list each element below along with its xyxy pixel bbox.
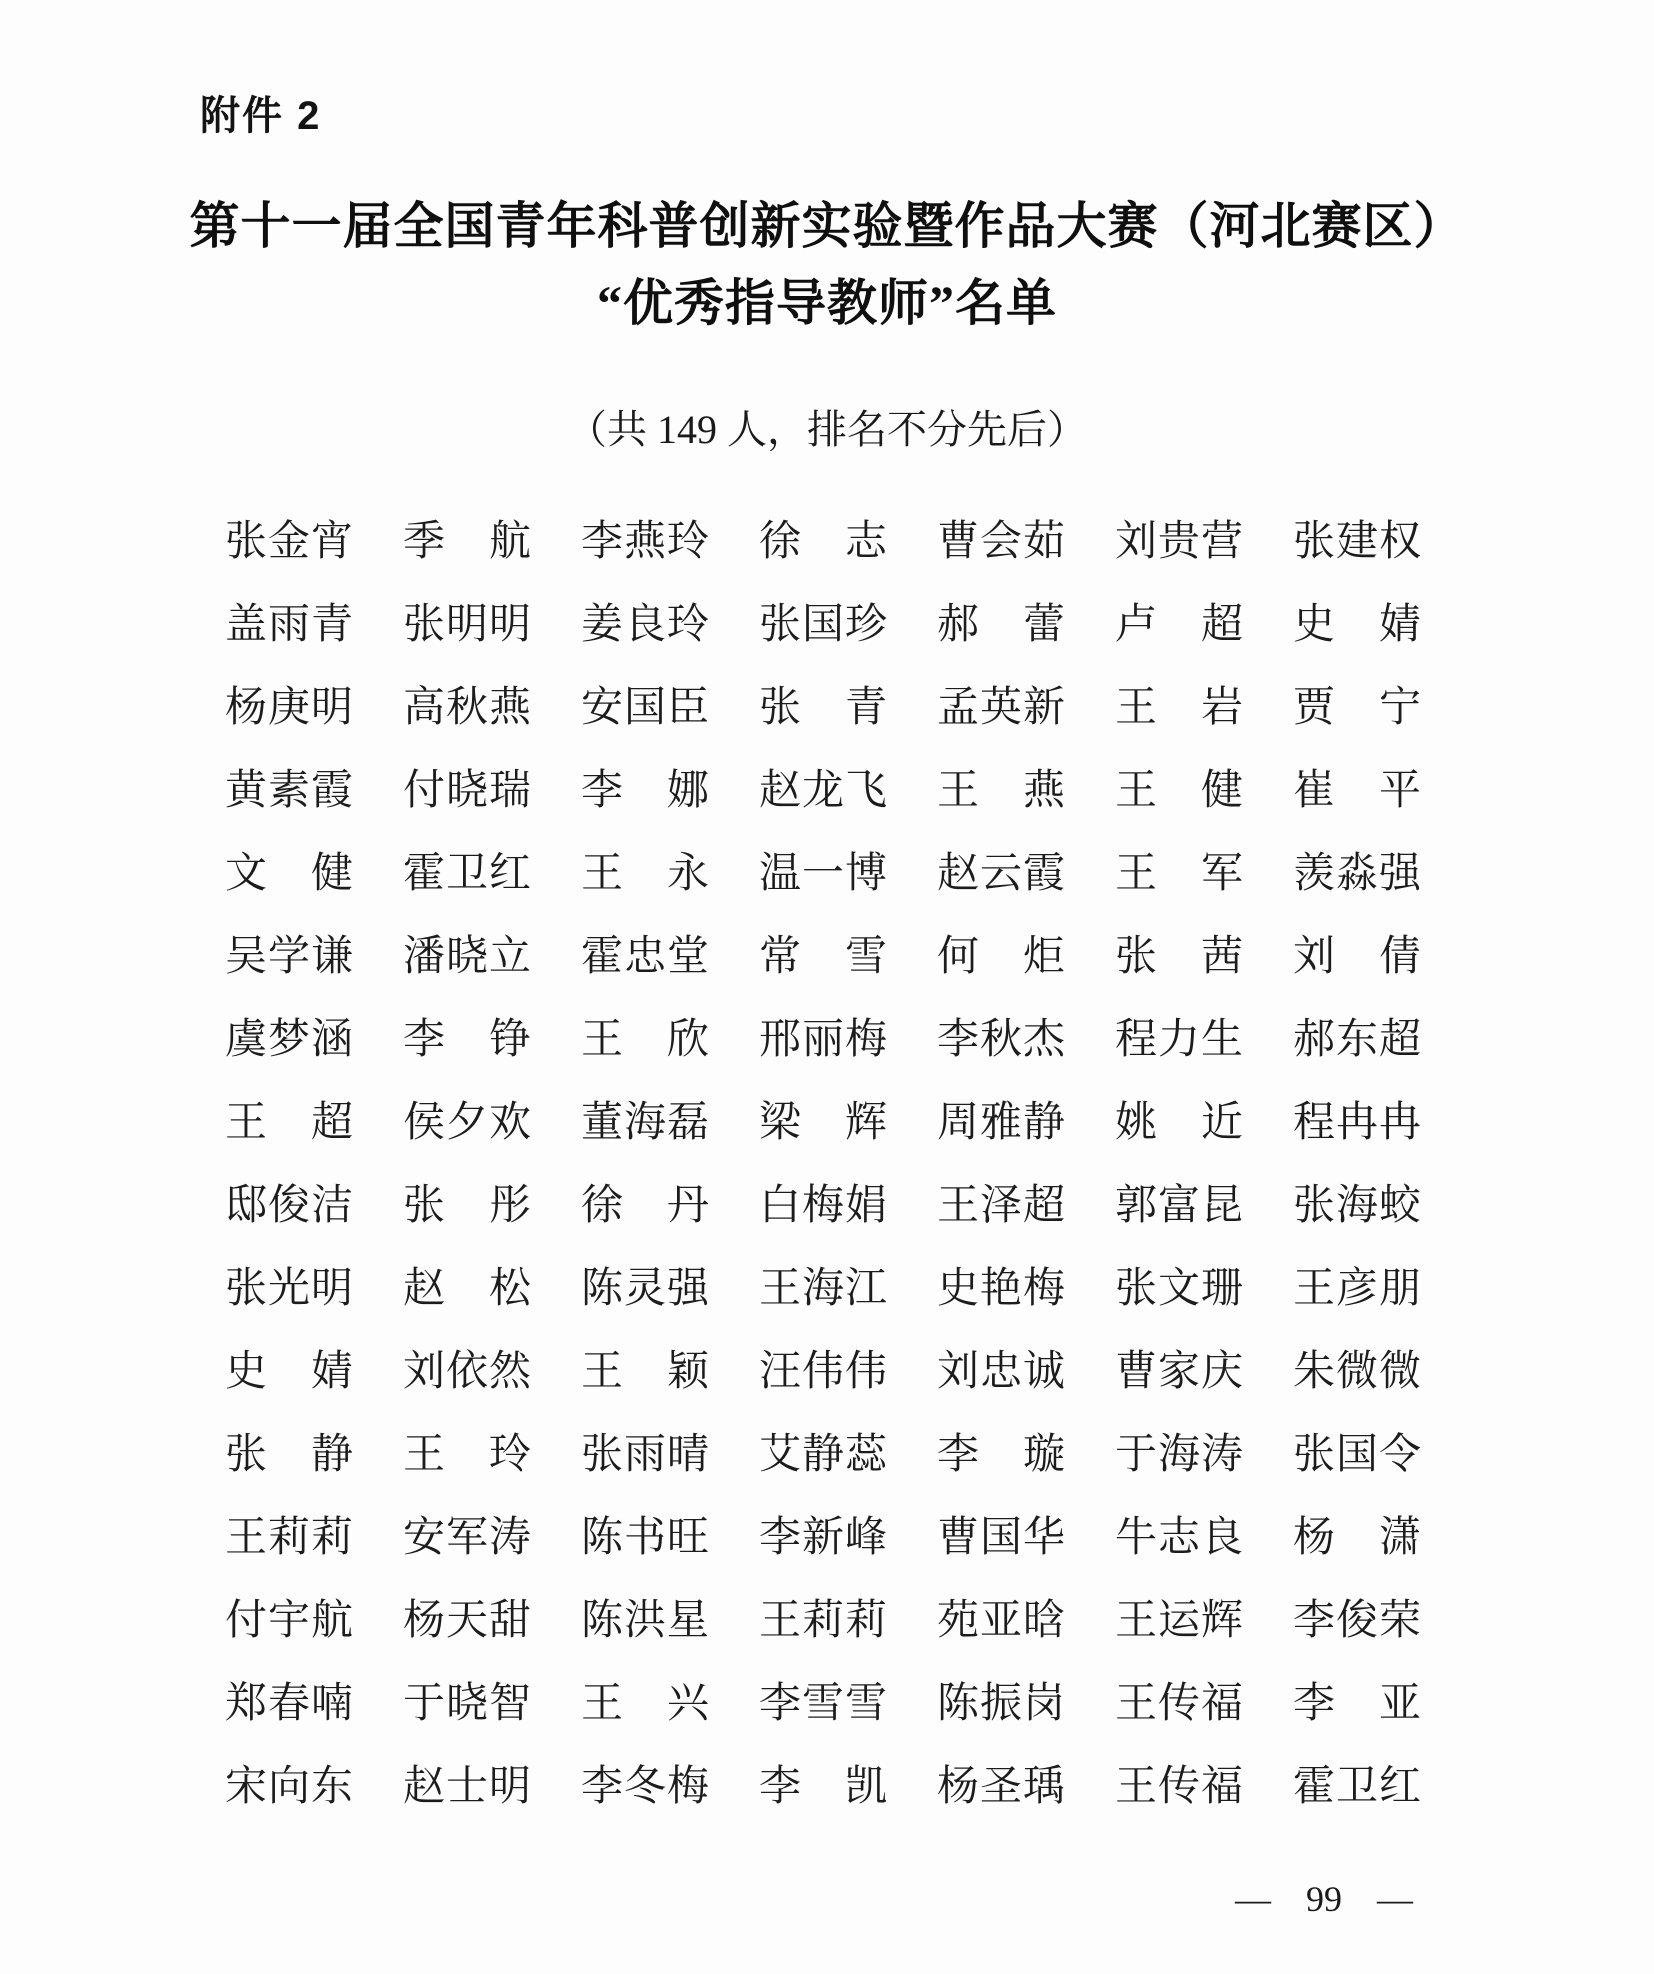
name-cell: 王 欣 [581, 1016, 709, 1063]
name-row [225, 1247, 1425, 1330]
name-cell: 陈 书 旺 [581, 1514, 709, 1561]
name-cell: 刘 倩 [1293, 933, 1421, 980]
name-row [225, 583, 1425, 666]
name-cell: 刘 忠 诚 [937, 1348, 1065, 1395]
name-cell: 史 艳 梅 [937, 1265, 1065, 1312]
name-cell: 王 超 [225, 1099, 353, 1146]
name-cell: 李 新 峰 [759, 1514, 887, 1561]
name-cell: 何 炬 [937, 933, 1065, 980]
name-cell: 王 玲 [403, 1431, 531, 1478]
name-cell: 文 健 [225, 850, 353, 897]
name-cell: 郑 春 喃 [225, 1680, 353, 1727]
name-cell: 赵 云 霞 [937, 850, 1065, 897]
name-cell: 曹 会 茹 [937, 518, 1065, 565]
name-cell: 陈 振 岗 [937, 1680, 1065, 1727]
name-cell: 张 文 珊 [1115, 1265, 1243, 1312]
name-row [225, 998, 1425, 1081]
name-cell: 赵 士 明 [403, 1763, 531, 1810]
name-grid [225, 500, 1425, 1828]
name-cell: 赵 龙 飞 [759, 767, 887, 814]
name-cell: 李 燕 玲 [581, 518, 709, 565]
name-cell: 盖 雨 青 [225, 601, 353, 648]
name-cell: 李 冬 梅 [581, 1763, 709, 1810]
name-cell: 付 晓 瑞 [403, 767, 531, 814]
name-row [225, 1081, 1425, 1164]
name-cell: 卢 超 [1115, 601, 1243, 648]
name-cell: 徐 志 [759, 518, 887, 565]
name-cell: 于 海 涛 [1115, 1431, 1243, 1478]
name-cell: 曹 国 华 [937, 1514, 1065, 1561]
name-cell: 徐 丹 [581, 1182, 709, 1229]
name-cell: 王 海 江 [759, 1265, 887, 1312]
name-cell: 苑 亚 晗 [937, 1597, 1065, 1644]
name-cell: 陈 灵 强 [581, 1265, 709, 1312]
name-cell: 张 明 明 [403, 601, 531, 648]
name-cell: 赵 松 [403, 1265, 531, 1312]
name-cell: 于 晓 智 [403, 1680, 531, 1727]
name-cell: 李 娜 [581, 767, 709, 814]
name-cell: 陈 洪 星 [581, 1597, 709, 1644]
name-cell: 付 宇 航 [225, 1597, 353, 1644]
name-cell: 季 航 [403, 518, 531, 565]
name-cell: 王 莉 莉 [759, 1597, 887, 1644]
name-cell: 郝 东 超 [1293, 1016, 1421, 1063]
name-cell: 李 璇 [937, 1431, 1065, 1478]
name-row [225, 1745, 1425, 1828]
subtitle: （共 149 人，排名不分先后） [567, 407, 1087, 452]
attachment-label: 附件 2 [200, 94, 322, 138]
title-line-1: 第十一届全国青年科普创新实验暨作品大赛（河北赛区） [189, 198, 1465, 254]
name-row [225, 832, 1425, 915]
name-cell: 宋 向 东 [225, 1763, 353, 1810]
name-cell: 霍 卫 红 [1293, 1763, 1421, 1810]
name-cell: 张 建 权 [1293, 518, 1421, 565]
name-cell: 王 颖 [581, 1348, 709, 1395]
name-cell: 李 俊 荣 [1293, 1597, 1421, 1644]
name-cell: 史 婧 [225, 1348, 353, 1395]
name-cell: 吴 学 谦 [225, 933, 353, 980]
name-cell: 汪 伟 伟 [759, 1348, 887, 1395]
name-cell: 侯 夕 欢 [403, 1099, 531, 1146]
name-cell: 孟 英 新 [937, 684, 1065, 731]
name-cell: 常 雪 [759, 933, 887, 980]
name-cell: 王 健 [1115, 767, 1243, 814]
name-cell: 杨 庚 明 [225, 684, 353, 731]
name-cell: 王 彦 朋 [1293, 1265, 1421, 1312]
name-cell: 霍 卫 红 [403, 850, 531, 897]
name-row [225, 1496, 1425, 1579]
name-cell: 王 泽 超 [937, 1182, 1065, 1229]
name-cell: 张 国 令 [1293, 1431, 1421, 1478]
name-cell: 邸 俊 洁 [225, 1182, 353, 1229]
name-cell: 王 运 辉 [1115, 1597, 1243, 1644]
name-cell: 张 海 蛟 [1293, 1182, 1421, 1229]
name-cell: 姚 近 [1115, 1099, 1243, 1146]
name-cell: 贾 宁 [1293, 684, 1421, 731]
title-line-2: “优秀指导教师”名单 [597, 275, 1057, 331]
name-cell: 李 秋 杰 [937, 1016, 1065, 1063]
name-cell: 张 青 [759, 684, 887, 731]
name-cell: 史 婧 [1293, 601, 1421, 648]
name-cell: 潘 晓 立 [403, 933, 531, 980]
name-row [225, 1579, 1425, 1662]
name-row [225, 500, 1425, 583]
name-cell: 李 凯 [759, 1763, 887, 1810]
name-cell: 安 国 臣 [581, 684, 709, 731]
name-row [225, 915, 1425, 998]
name-cell: 董 海 磊 [581, 1099, 709, 1146]
name-cell: 朱 微 微 [1293, 1348, 1421, 1395]
name-cell: 郭 富 昆 [1115, 1182, 1243, 1229]
name-cell: 白 梅 娟 [759, 1182, 887, 1229]
name-cell: 姜 良 玲 [581, 601, 709, 648]
name-cell: 李 雪 雪 [759, 1680, 887, 1727]
name-cell: 高 秋 燕 [403, 684, 531, 731]
name-cell: 羡 淼 强 [1293, 850, 1421, 897]
name-cell: 李 亚 [1293, 1680, 1421, 1727]
document-title [0, 188, 1654, 342]
name-cell: 王 传 福 [1115, 1680, 1243, 1727]
name-cell: 梁 辉 [759, 1099, 887, 1146]
name-row [225, 1413, 1425, 1496]
name-cell: 王 兴 [581, 1680, 709, 1727]
name-cell: 艾 静 蕊 [759, 1431, 887, 1478]
name-row [225, 1330, 1425, 1413]
name-cell: 温 一 博 [759, 850, 887, 897]
name-cell: 杨 潇 [1293, 1514, 1421, 1561]
name-cell: 安 军 涛 [403, 1514, 531, 1561]
name-cell: 刘 依 然 [403, 1348, 531, 1395]
name-cell: 张 金 宵 [225, 518, 353, 565]
name-cell: 崔 平 [1293, 767, 1421, 814]
name-cell: 周 雅 静 [937, 1099, 1065, 1146]
name-cell: 王 传 福 [1115, 1763, 1243, 1810]
name-cell: 刘 贵 营 [1115, 518, 1243, 565]
name-cell: 张 彤 [403, 1182, 531, 1229]
name-cell: 程 力 生 [1115, 1016, 1243, 1063]
name-row [225, 1164, 1425, 1247]
name-cell: 杨 圣 瑀 [937, 1763, 1065, 1810]
name-cell: 霍 忠 堂 [581, 933, 709, 980]
name-cell: 郝 蕾 [937, 601, 1065, 648]
name-row [225, 1662, 1425, 1745]
name-cell: 邢 丽 梅 [759, 1016, 887, 1063]
name-cell: 李 铮 [403, 1016, 531, 1063]
name-row [225, 749, 1425, 832]
name-cell: 牛 志 良 [1115, 1514, 1243, 1561]
name-cell: 虞 梦 涵 [225, 1016, 353, 1063]
name-cell: 杨 天 甜 [403, 1597, 531, 1644]
name-cell: 王 永 [581, 850, 709, 897]
name-cell: 张 静 [225, 1431, 353, 1478]
name-cell: 张 茜 [1115, 933, 1243, 980]
name-cell: 张 光 明 [225, 1265, 353, 1312]
name-cell: 王 岩 [1115, 684, 1243, 731]
name-cell: 黄 素 霞 [225, 767, 353, 814]
name-cell: 程 冉 冉 [1293, 1099, 1421, 1146]
name-row [225, 666, 1425, 749]
name-cell: 王 燕 [937, 767, 1065, 814]
page-number: — 99 — [1235, 1879, 1413, 1919]
name-cell: 张 雨 晴 [581, 1431, 709, 1478]
name-cell: 王 莉 莉 [225, 1514, 353, 1561]
name-cell: 张 国 珍 [759, 601, 887, 648]
name-cell: 曹 家 庆 [1115, 1348, 1243, 1395]
name-cell: 王 军 [1115, 850, 1243, 897]
